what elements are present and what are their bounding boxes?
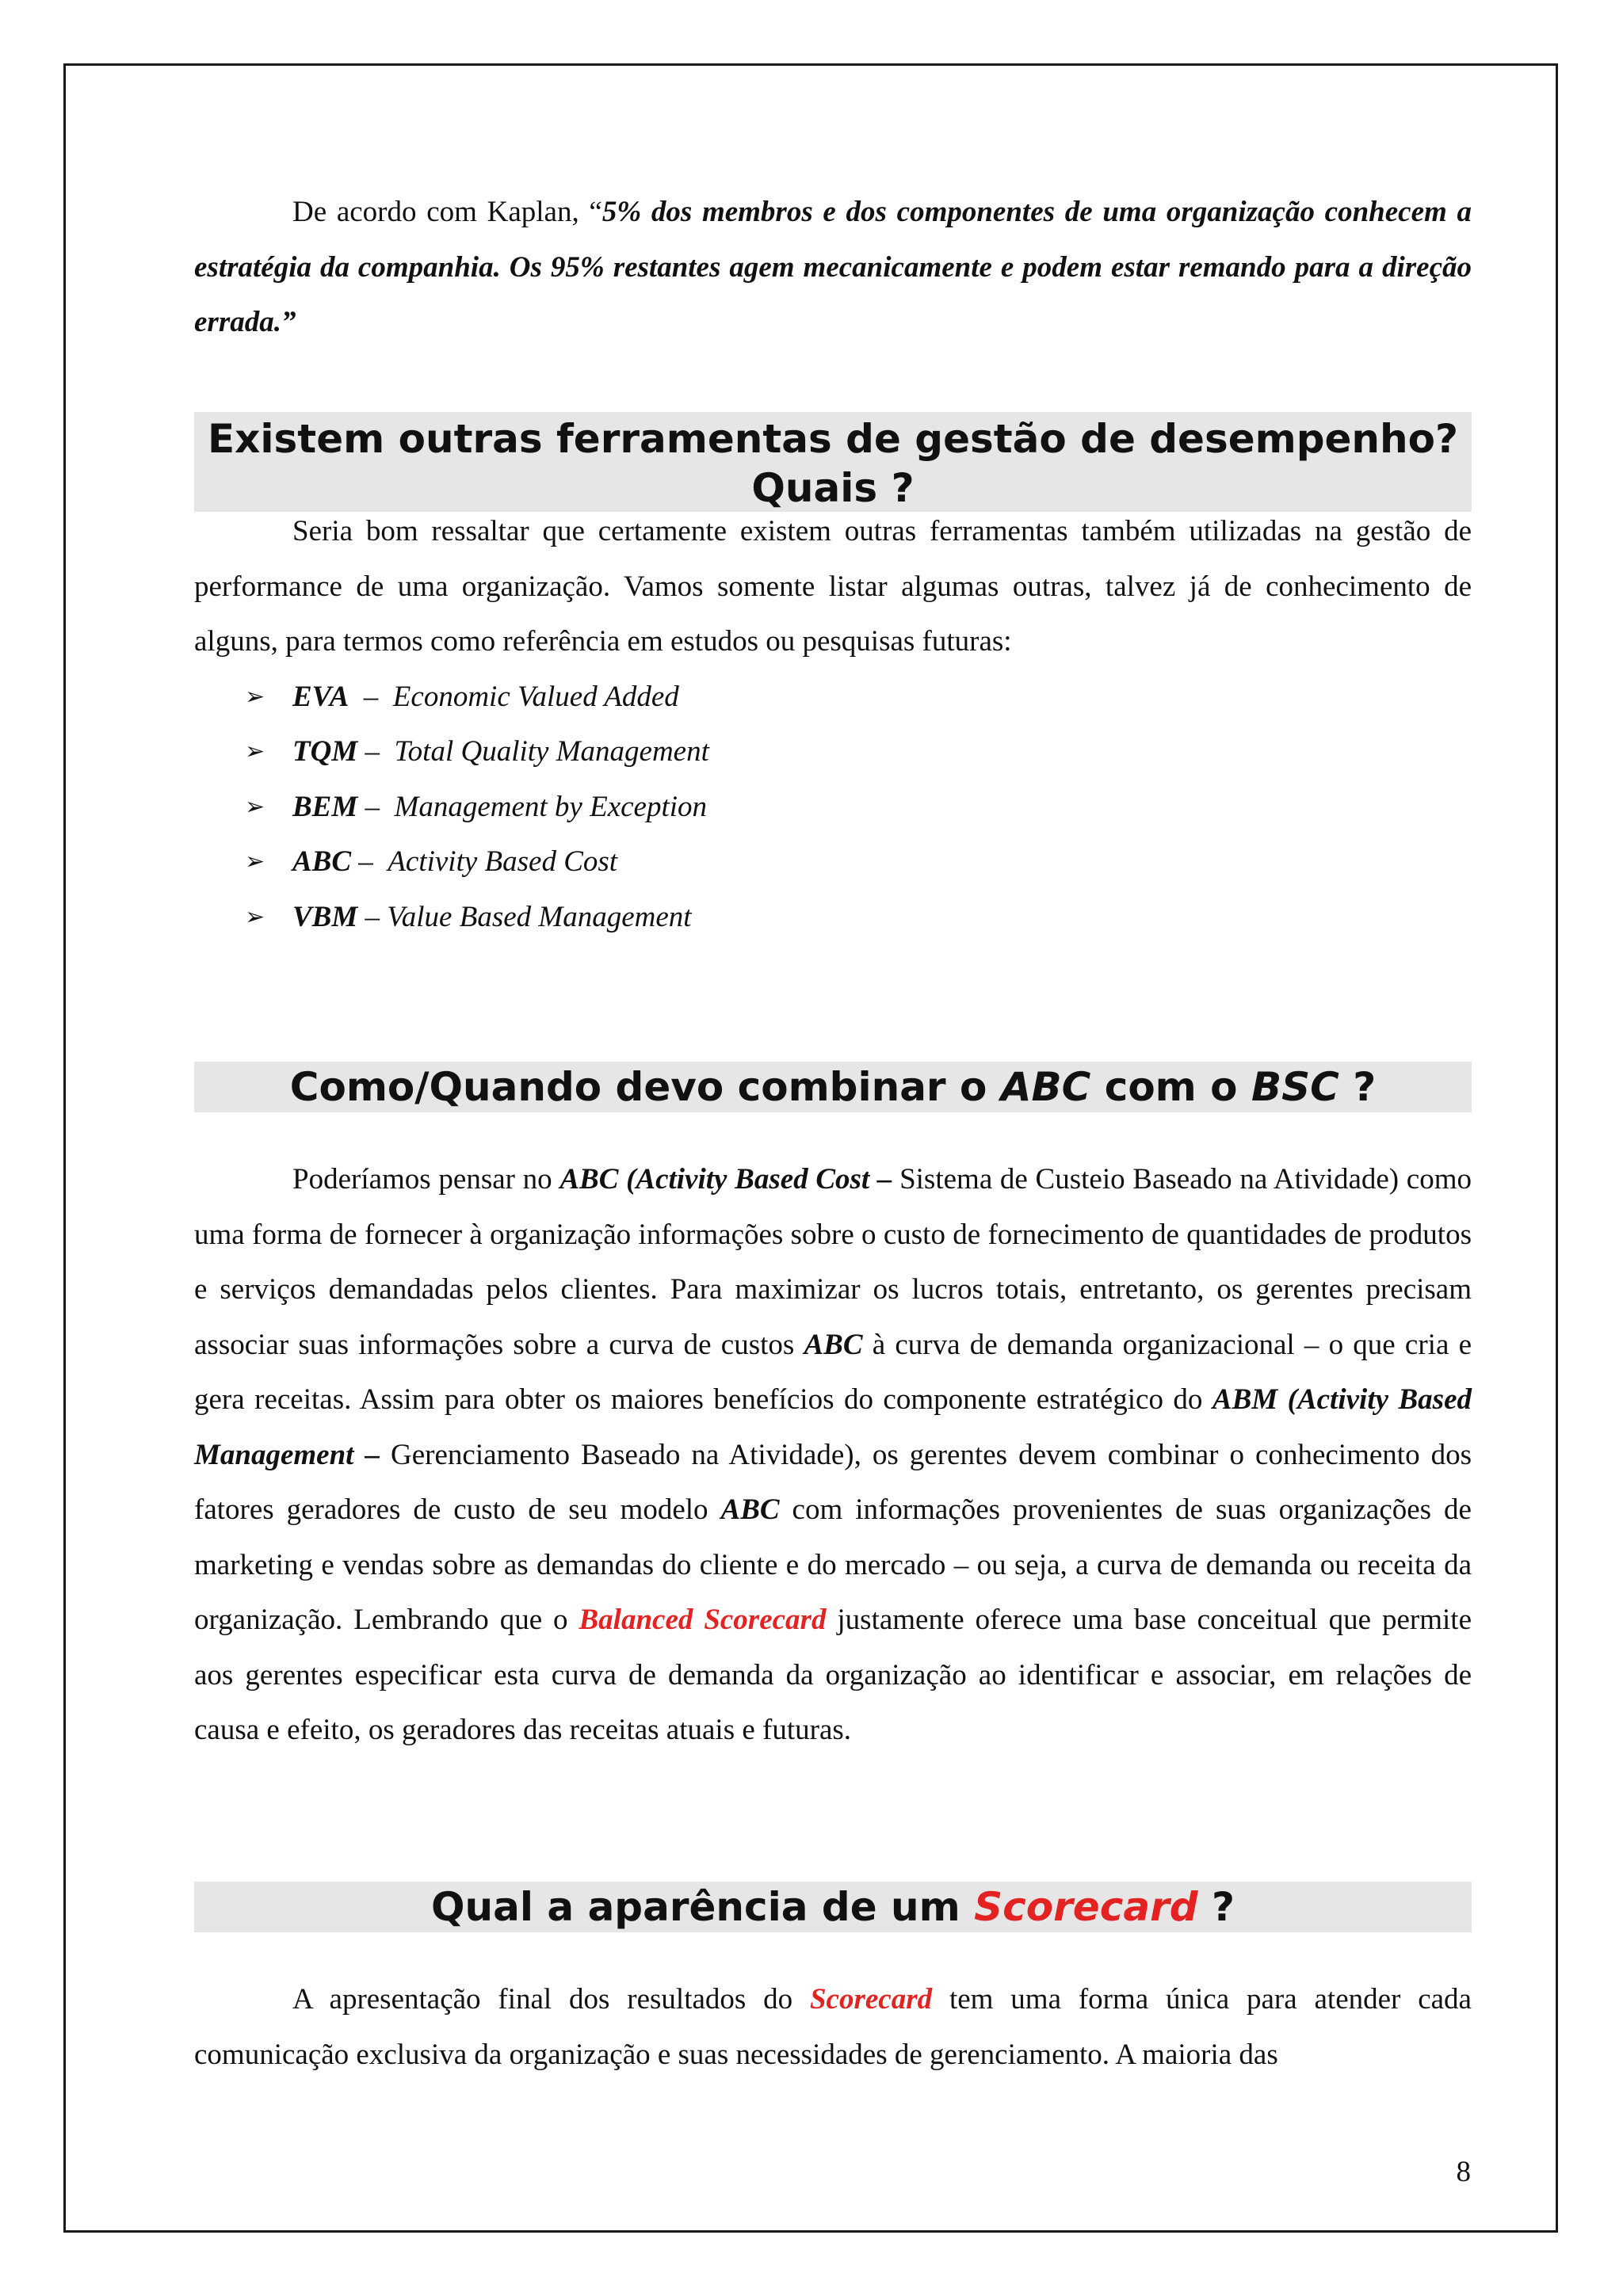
arrow-bullet-icon: ➢ [245,792,265,821]
intro-lead: De acordo com Kaplan, “ [292,196,602,228]
section-other-tools [194,412,1472,944]
kaplan-quote: 5% dos membros e dos componentes de uma organização conhecem a estratégia da companhia. Os 95% restantes agem mecanicamente e podem estar remando para a direção errada.” [194,196,1472,338]
section-abc-bsc [194,1062,1472,1758]
tools-list [194,669,1472,945]
balanced-scorecard-highlight: Balanced Scorecard [579,1604,827,1636]
page-number: 8 [1456,2156,1471,2188]
abc-bsc-paragraph: Poderíamos pensar no ABC (Activity Based Cost – Sistema de Custeio Baseado na Atividade) como uma forma de fornecer à organização informações sobre o custo de fornecimento de quantidades de produtos e serviços demandadas pelos clientes. Para maximizar os lucros totais, entretanto, os gerentes precisam associar suas informações sobre a curva de custos ABC à curva de demanda organizacional – o que cria e gera receitas. Assim para obter os maiores benefícios do componente estratégico do ABM (Activity Based Management – Gerenciamento Baseado na Atividade), os gerentes devem combinar o conhecimento dos fatores geradores de custo de seu modelo ABC com informações provenientes de suas organizações de marketing e vendas sobre as demandas do cliente e do mercado – ou seja, a curva de demanda ou receita da organização. Lembrando que o Balanced Scorecard justamente oferece uma base conceitual que permite aos gerentes especificar esta curva de demanda da organização ao identificar e associar, em relações de causa e efeito, os geradores das receitas atuais e futuras. [194,1163,1472,1746]
arrow-bullet-icon: ➢ [245,682,265,711]
intro-paragraph [194,185,1472,350]
intro-section [194,185,1472,350]
list-item: ➢ EVA – Economic Valued Added [194,669,1472,725]
arrow-bullet-icon: ➢ [245,902,265,931]
section-heading-other-tools: Existem outras ferramentas de gestão de desempenho? Quais ? [194,412,1472,512]
arrow-bullet-icon: ➢ [245,848,265,875]
section-heading-scorecard: Qual a aparência de um Scorecard ? [194,1882,1472,1932]
scorecard-paragraph: A apresentação final dos resultados do Scorecard tem uma forma única para atender cada comunicação exclusiva da organização e suas necessidades de gerenciamento. A maioria das [194,1983,1472,2071]
arrow-bullet-icon: ➢ [245,738,265,765]
list-item: ➢ ABC – Activity Based Cost [194,834,1472,890]
list-item: ➢ TQM – Total Quality Management [194,724,1472,780]
list-item: ➢ BEM – Management by Exception [194,780,1472,835]
section-scorecard-appearance [194,1882,1472,2082]
other-tools-paragraph: Seria bom ressaltar que certamente existem outras ferramentas também utilizadas na gestão de performance de uma organização. Vamos somente listar algumas outras, talvez já de conhecimento de alguns, para termos como referência em estudos ou pesquisas futuras: [194,515,1472,658]
section-heading-abc-bsc: Como/Quando devo combinar o ABC com o BSC ? [194,1062,1472,1112]
list-item: ➢ VBM – Value Based Management [194,890,1472,945]
